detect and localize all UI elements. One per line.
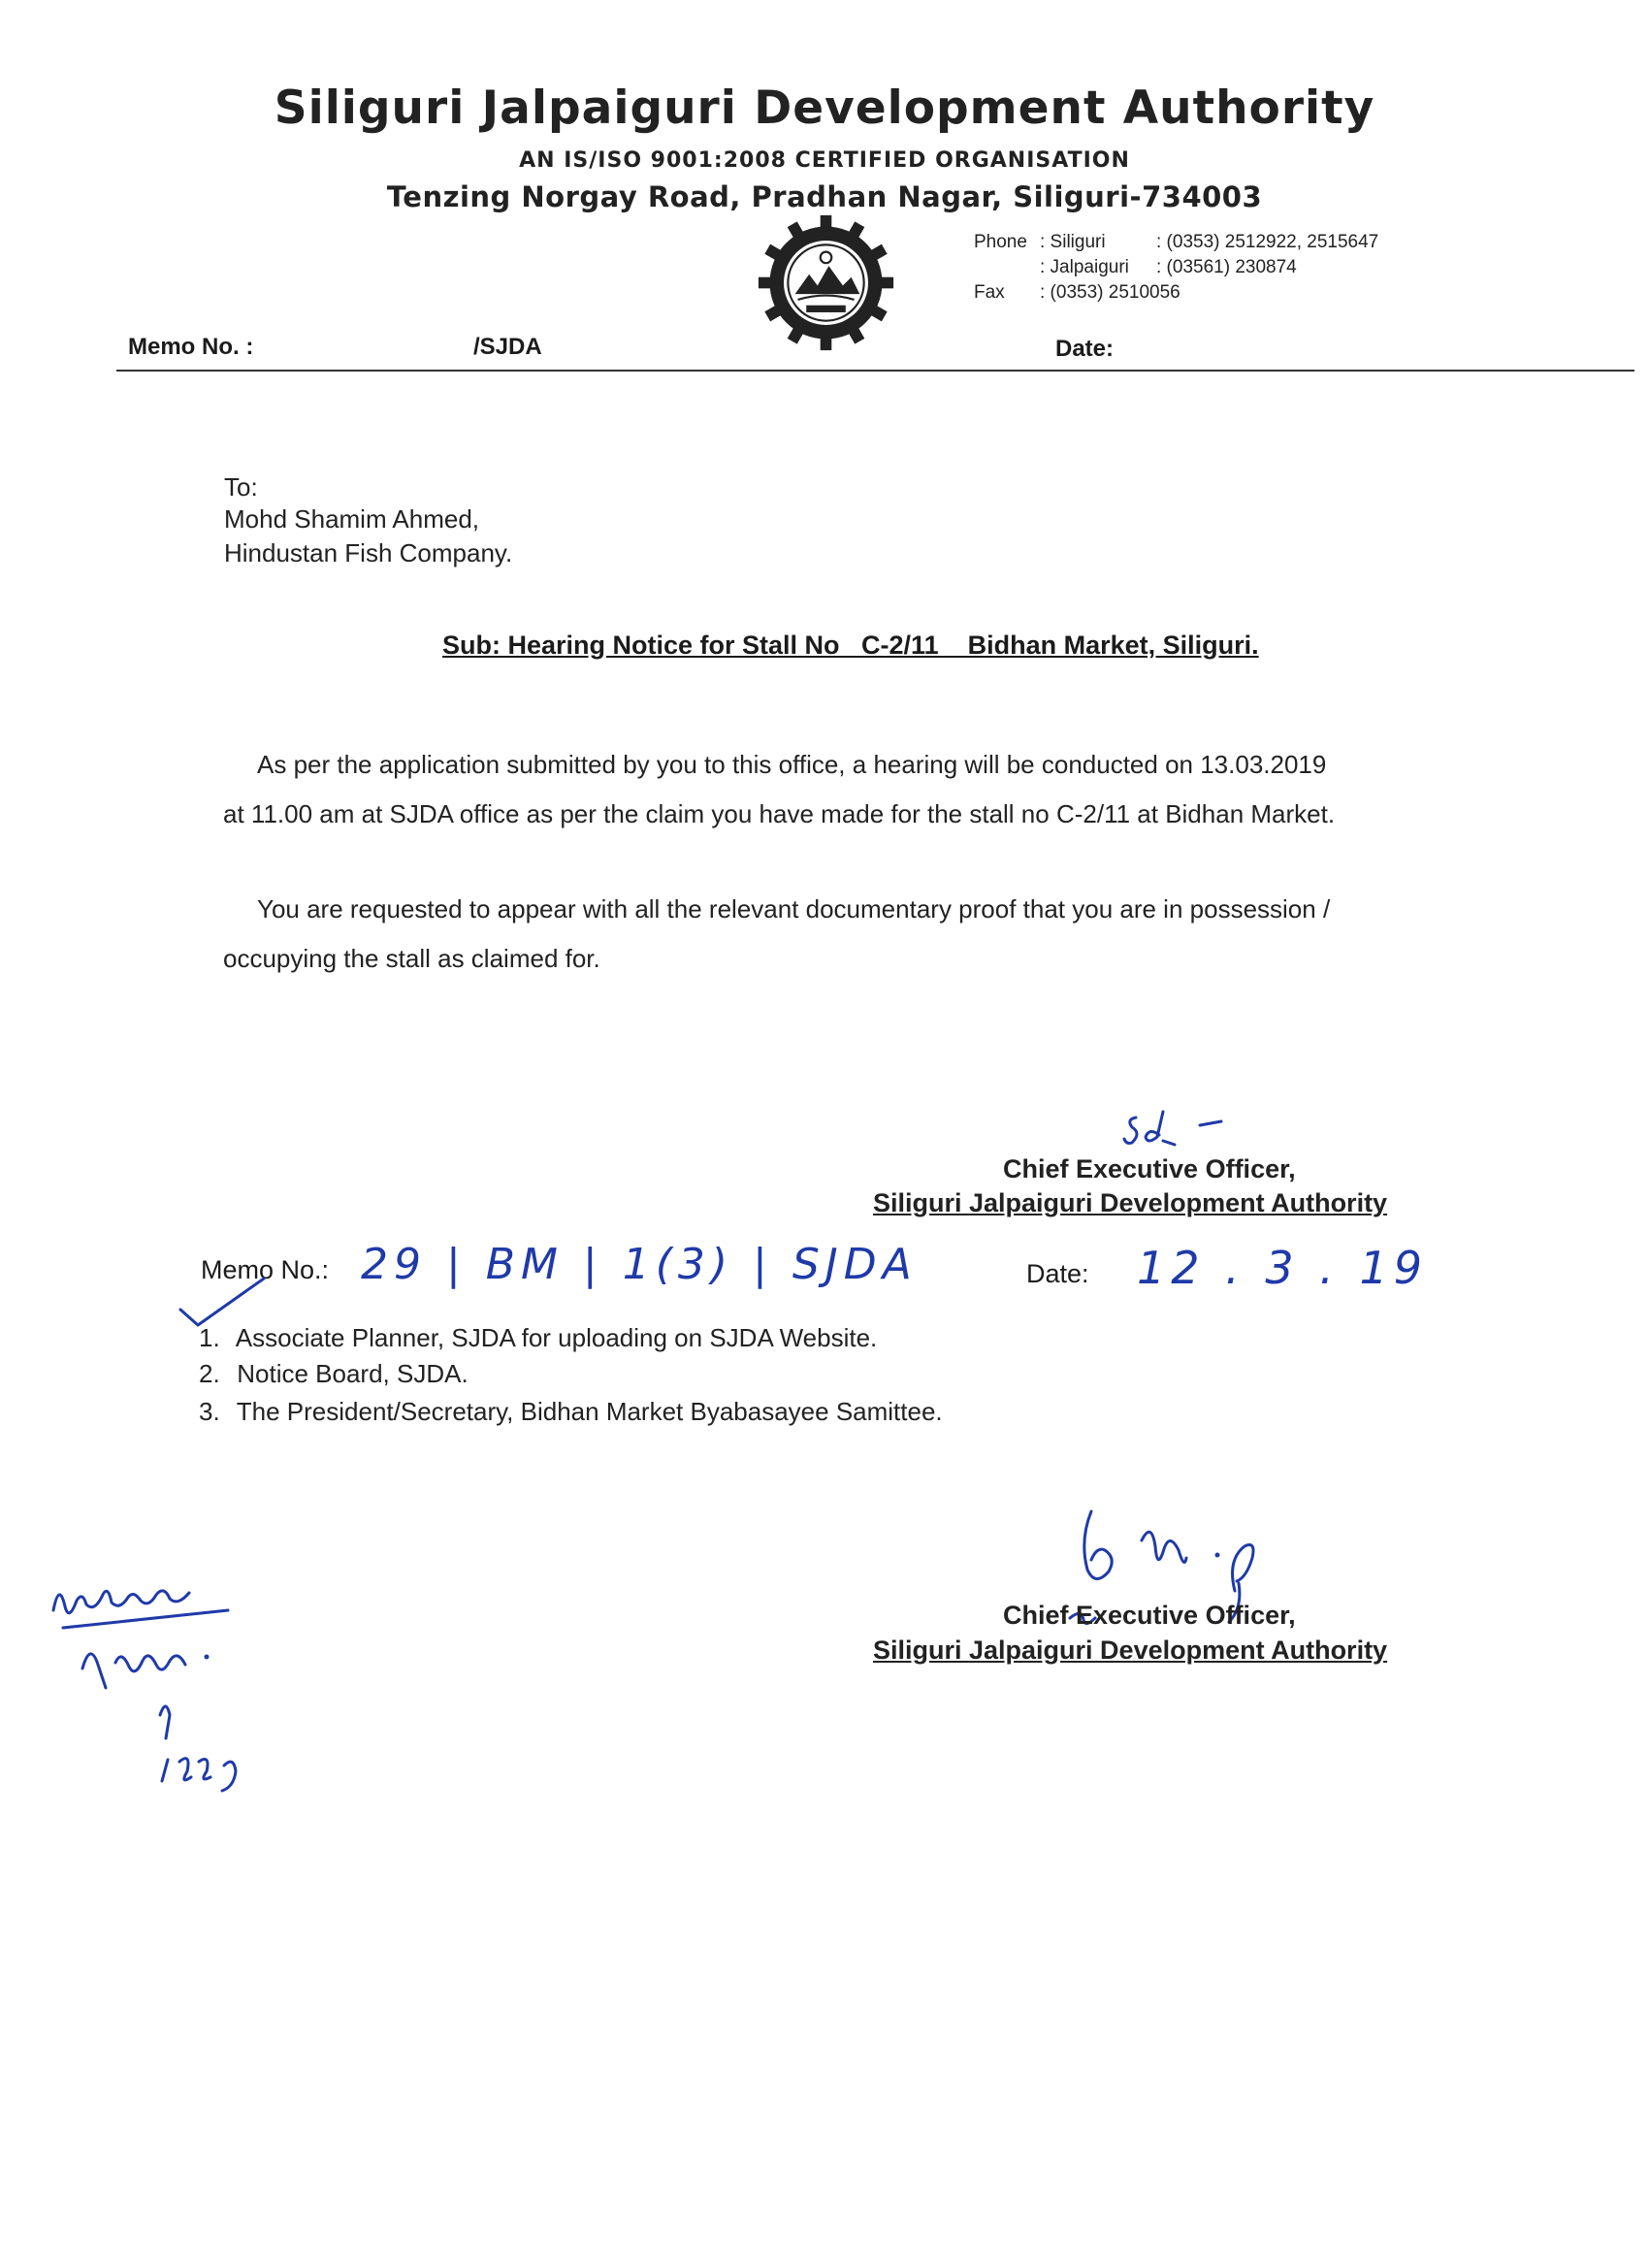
sig2-org: Siliguri Jalpaiguri Development Authority — [873, 1636, 1388, 1665]
phone-jalpaiguri-number: : (03561) 230874 — [1156, 257, 1297, 277]
addressee-company: Hindustan Fish Company. — [224, 538, 513, 567]
sig1-title: Chief Executive Officer, — [1003, 1154, 1296, 1183]
org-name: Siliguri Jalpaiguri Development Authority — [274, 81, 1375, 135]
memo-number-handwritten: 29 | BM | 1(3) | SJDA — [361, 1240, 918, 1289]
fax-label: Fax — [974, 282, 1005, 303]
cc-item-3: 3. The President/Secretary, Bidhan Market Byabasayee Samittee. — [199, 1397, 943, 1426]
sjda-seal-icon — [756, 212, 896, 353]
fax-number: : (0353) 2510056 — [1040, 282, 1180, 303]
memo-suffix-top: /SJDA — [473, 334, 542, 360]
org-address: Tenzing Norgay Road, Pradhan Nagar, Siliguri-734003 — [386, 180, 1263, 213]
para1-line1: As per the application submitted by you to this office, a hearing will be conducted on 13.03.2019 — [257, 750, 1327, 779]
date-label-top: Date: — [1055, 336, 1115, 362]
to-label: To: — [224, 472, 258, 502]
sig2-title: Chief Executive Officer, — [1003, 1601, 1296, 1630]
cc-item-2: 2. Notice Board, SJDA. — [199, 1359, 469, 1388]
date-handwritten: 12 . 3 . 19 — [1137, 1242, 1429, 1294]
date-label-2: Date: — [1026, 1259, 1089, 1288]
phone-siliguri-place: : Siliguri — [1040, 232, 1106, 252]
subject-line: Sub: Hearing Notice for Stall No C-2/11 Bidhan Market, Siliguri. — [442, 631, 1259, 660]
phone-siliguri-number: : (0353) 2512922, 2515647 — [1156, 232, 1379, 252]
phone-label: Phone — [974, 232, 1027, 252]
para1-line2: at 11.00 am at SJDA office as per the claim you have made for the stall no C-2/11 at Bidhan Market. — [223, 799, 1336, 828]
para2-line1: You are requested to appear with all the relevant documentary proof that you are in possession / — [257, 894, 1331, 923]
memo-label-2: Memo No.: — [201, 1255, 330, 1284]
memo-label-top: Memo No. : — [128, 334, 254, 360]
para2-line2: occupying the stall as claimed for. — [223, 944, 600, 973]
cc-item-1: 1. Associate Planner, SJDA for uploading on SJDA Website. — [199, 1323, 878, 1352]
addressee-name: Mohd Shamim Ahmed, — [224, 504, 480, 534]
sd-mark — [1120, 1106, 1237, 1150]
phone-jalpaiguri-place: : Jalpaiguri — [1040, 257, 1129, 277]
certification-line: AN IS/ISO 9001:2008 CERTIFIED ORGANISATION — [519, 148, 1130, 173]
sig1-org: Siliguri Jalpaiguri Development Authority — [873, 1188, 1388, 1217]
handwritten-margin-note — [44, 1571, 325, 1863]
header-divider — [116, 370, 1634, 372]
